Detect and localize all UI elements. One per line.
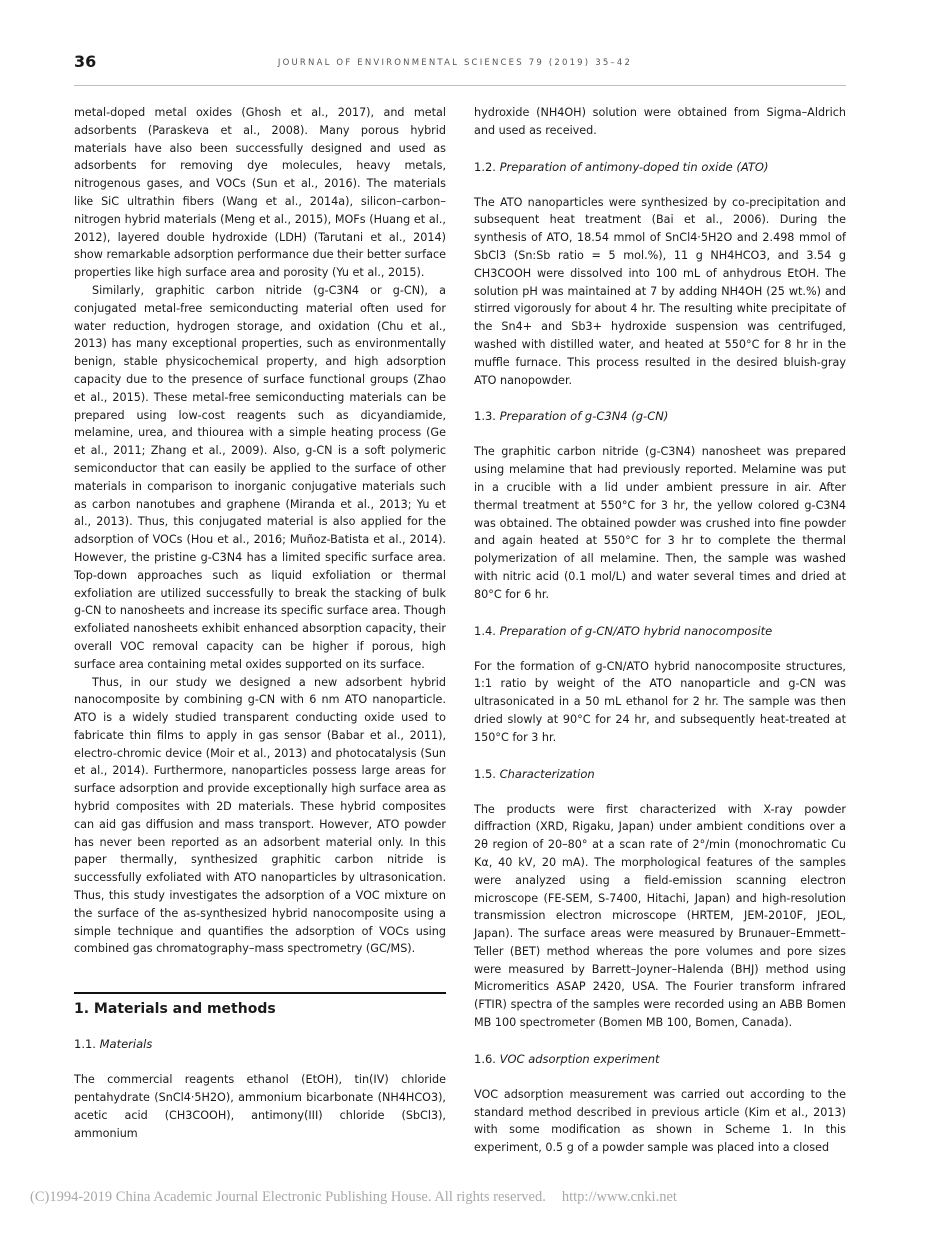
paragraph: The products were first characterized with X-ray powder diffraction (XRD, Rigaku, Japan) under ambient conditions over a 2θ region of 20–80° at a scan rate of 2°/min (monochromatic Cu Kα, 40 kV, 20 mA). The morphological features of the samples were analyzed using a field-emission scanning electron microscope (FE-SEM, S-7400, Hitachi, Japan) and high-resolution transmission electron microscope (HRTEM, JEM-2010F, JEOL, Japan). The surface areas were measured by Brunauer–Emmett–Teller (BET) method whereas the pore volumes and pore sizes were measured by Barrett–Joyner–Halenda (BHJ) method using Micromeritics ASAP 2420, USA. The Fourier transform infrared (FTIR) spectra of the samples were recorded using an ABB Bomen MB 100 spectrometer (Bomen MB 100, Bomen, Canada).: [474, 802, 846, 1030]
paragraph: The commercial reagents ethanol (EtOH), tin(IV) chloride pentahydrate (SnCl4·5H2O), ammonium bicarbonate (NH4HCO3), acetic acid (CH3COOH), antimony(III) chloride (SbCl3), ammonium: [74, 1073, 446, 1140]
right-column: [474, 104, 846, 1157]
paragraph: For the formation of g-CN/ATO hybrid nanocomposite structures, 1:1 ratio by weight of the ATO nanoparticle and g-CN was ultrasonicated in a 50 mL ethanol for 2 hr. The sample was then dried slowly at 90°C for 24 hr, and subsequently heat-treated at 150°C for 3 hr.: [474, 659, 846, 744]
copyright-footer: [30, 1189, 677, 1206]
subsection-title: Preparation of g-CN/ATO hybrid nanocomposite: [499, 623, 773, 638]
section-rule: [74, 992, 446, 994]
paragraph: Thus, in our study we designed a new adsorbent hybrid nanocomposite by combining g-CN with 6 nm ATO nanoparticle. ATO is a widely studied transparent conducting oxide used to fabricate thin films to apply in gas sensor (Babar et al., 2011), electro-chromic device (Moir et al., 2013) and photocatalysis (Sun et al., 2014). Furthermore, nanoparticles possess large areas for surface adsorption and provide exceptionally high surface area as hybrid composites with 2D materials. These hybrid composites can aid gas diffusion and mass transport. However, ATO powder has never been reported as an adsorbent material only. In this paper thermally, synthesized graphitic carbon nitride is successfully exfoliated with ATO nanoparticles by ultrasonication. Thus, this study investigates the adsorption of a VOC mixture on the surface of the as-synthesized hybrid nanocomposite using a simple technique and quantifies the adsorption of VOCs using combined gas chromatography–mass spectrometry (GC/MS).: [74, 675, 446, 956]
subsection-heading: [474, 1050, 846, 1068]
header-divider: [74, 85, 846, 86]
footer-url-link[interactable]: http://www.cnki.net: [561, 1189, 677, 1205]
paragraph: The ATO nanoparticles were synthesized by co-precipitation and subsequent heat treatment (Bai et al., 2006). During the synthesis of ATO, 18.54 mmol of SnCl4·5H2O and 2.498 mmol of SbCl3 (Sn:Sb ratio = 5 mol.%), 11 g NH4HCO3, and 3.54 g CH3COOH were dissolved into 100 mL of anhydrous EtOH. The solution pH was maintained at 7 by adding NH4OH (25 wt.%) and stirred vigorously for about 4 hr. The resulting white precipitate of the Sn4+ and Sb3+ hydroxide suspension was centrifuged, washed with distilled water, and heated at 550°C for 8 hr in the muffle furnace. This process resulted in the desired bluish-gray ATO nanopowder.: [474, 195, 846, 387]
subsection-number: 1.1.: [74, 1037, 96, 1052]
subsection-number: 1.6.: [474, 1051, 496, 1066]
left-column: [74, 104, 446, 1142]
subsection-heading: [474, 622, 846, 640]
subsection-title: VOC adsorption experiment: [499, 1051, 660, 1066]
subsection-heading: [474, 407, 846, 425]
page-number: 36: [74, 52, 97, 71]
paragraph: hydroxide (NH4OH) solution were obtained from Sigma–Aldrich and used as received.: [474, 106, 846, 137]
paragraph: metal-doped metal oxides (Ghosh et al., 2017), and metal adsorbents (Paraskeva et al., 2008). Many porous hybrid materials have also been successfully designed and used as adsorbents for removing dye molecules, heavy metals, nitrogenous gases, and VOCs (Sun et al., 2016). The materials like SiC ultrathin fibers (Wang et al., 2014a), silicon–carbon–nitrogen hybrid materials (Meng et al., 2015), MOFs (Huang et al., 2012), layered double hydroxide (LDH) (Tarutani et al., 2014) show remarkable adsorption performance due their better surface properties like high surface area and porosity (Yu et al., 2015).: [74, 106, 446, 280]
subsection-heading: [74, 1035, 446, 1053]
subsection-number: 1.2.: [474, 159, 496, 174]
journal-running-head: JOURNAL OF ENVIRONMENTAL SCIENCES 79 (2019) 35–42: [277, 58, 633, 68]
paragraph: Similarly, graphitic carbon nitride (g-C3N4 or g-CN), a conjugated metal-free semiconducting material often used for water reduction, hydrogen storage, and oxidation (Chu et al., 2013) has many exceptional properties, such as environmentally benign, stable physicochemical property, and high adsorption capacity due to the presence of surface functional groups (Zhao et al., 2015). These metal-free semiconducting materials can be prepared using low-cost reagents such as dicyandiamide, melamine, urea, and thiourea with a simple heating process (Ge et al., 2011; Zhang et al., 2009). Also, g-CN is a soft polymeric semiconductor that can easily be applied to the surface of other materials in comparison to inorganic conjugative materials such as carbon nanotubes and graphene (Miranda et al., 2013; Yu et al., 2013). Thus, this conjugated material is also applied for the adsorption of VOCs (Hou et al., 2016; Muñoz-Batista et al., 2014). However, the pristine g-C3N4 has a limited specific surface area. Top-down approaches such as liquid exfoliation or thermal exfoliation are utilized successfully to break the stacking of bulk g-CN to nanosheets and increase its specific surface area. Though exfoliated nanosheets exhibit enhanced absorption capacity, their overall VOC removal capacity can be higher if porous, high surface area containing metal oxides supported on its surface.: [74, 283, 446, 671]
paragraph: The graphitic carbon nitride (g-C3N4) nanosheet was prepared using melamine that had previously reported. Melamine was put in a crucible with a lid under ambient pressure in air. After thermal treatment at 550°C for 3 hr, the yellow colored g-C3N4 was obtained. The obtained powder was crushed into fine powder and again heated at 550°C for 3 hr to complete the thermal polymerization of all melamine. Then, the sample was washed with nitric acid (0.1 mol/L) and water several times and dried at 80°C for 6 hr.: [474, 445, 846, 601]
subsection-heading: [474, 158, 846, 176]
subsection-title: Preparation of antimony-doped tin oxide (ATO): [499, 159, 769, 174]
subsection-number: 1.5.: [474, 766, 496, 781]
copyright-text: (C)1994-2019 China Academic Journal Electronic Publishing House. All rights reserved.: [30, 1189, 546, 1205]
subsection-number: 1.3.: [474, 409, 496, 424]
subsection-number: 1.4.: [474, 623, 496, 638]
section-heading: 1. Materials and methods: [74, 1001, 276, 1018]
subsection-title: Characterization: [499, 766, 595, 781]
subsection-heading: [474, 765, 846, 783]
subsection-title: Materials: [99, 1037, 153, 1052]
paragraph: VOC adsorption measurement was carried out according to the standard method described in previous article (Kim et al., 2013) with some modification as shown in Scheme 1. In this experiment, 0.5 g of a powder sample was placed into a closed: [474, 1087, 846, 1155]
subsection-title: Preparation of g-C3N4 (g-CN): [499, 409, 669, 424]
